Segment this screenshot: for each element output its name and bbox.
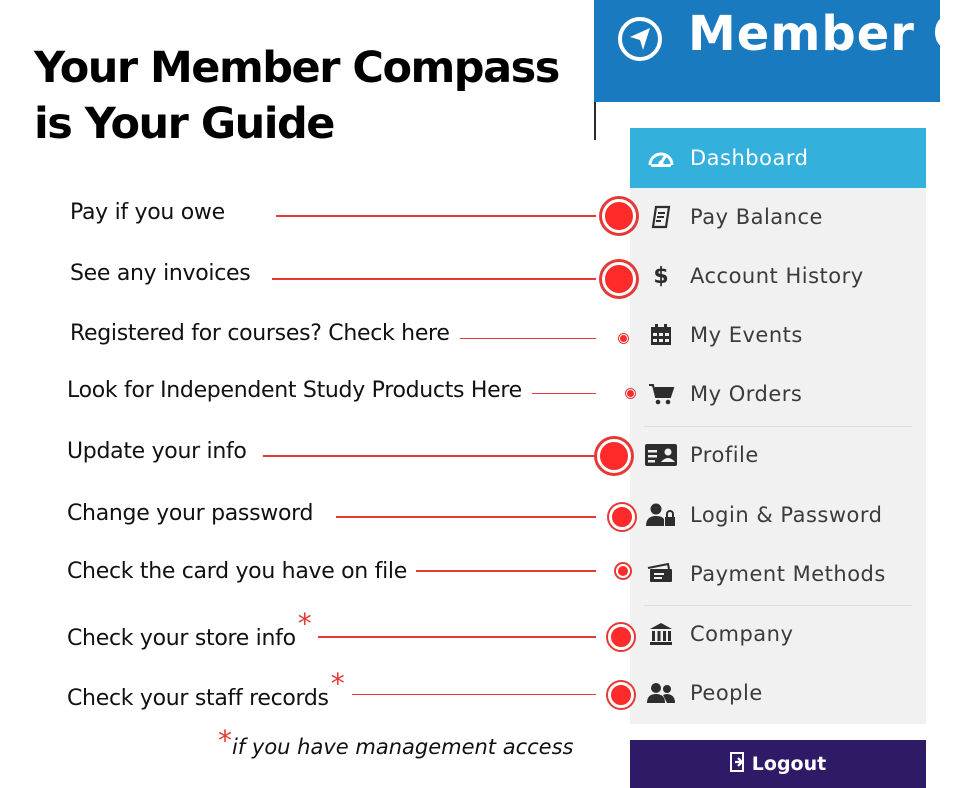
marker-dot <box>597 439 631 473</box>
nav-item-account-history[interactable]: $ Account History <box>630 247 926 305</box>
footnote: *if you have management access <box>218 724 574 759</box>
leader-line <box>263 455 603 457</box>
callout-invoices: See any invoices <box>70 261 251 286</box>
leader-line <box>276 215 606 217</box>
sign-out-icon <box>730 752 746 777</box>
marker-dot <box>608 624 634 650</box>
compass-icon <box>616 15 664 63</box>
nav-item-dashboard[interactable]: Dashboard <box>630 128 926 188</box>
logout-button[interactable]: Logout <box>630 740 926 788</box>
marker-dot <box>609 504 635 530</box>
leader-line <box>318 636 610 638</box>
nav-item-my-events[interactable]: My Events <box>630 306 926 364</box>
shopping-cart-icon <box>646 383 676 405</box>
bank-icon <box>646 622 676 646</box>
nav-item-pay-balance[interactable]: Pay Balance <box>630 188 926 246</box>
leader-line <box>272 278 606 280</box>
callout-update-info: Update your info <box>67 439 247 464</box>
marker-dot <box>616 564 630 578</box>
callout-password: Change your password <box>67 501 314 526</box>
leader-line <box>416 570 612 572</box>
user-lock-icon <box>646 503 676 527</box>
page-title <box>34 40 559 152</box>
sidebar-nav <box>630 128 926 724</box>
leader-line <box>352 694 610 695</box>
id-card-icon <box>646 444 676 466</box>
calendar-icon <box>646 324 676 346</box>
asterisk-mark: * <box>297 607 312 640</box>
nav-item-payment-methods[interactable]: Payment Methods <box>630 545 926 603</box>
nav-item-my-orders[interactable]: My Orders <box>630 365 926 423</box>
marker-dot <box>626 389 635 398</box>
money-check-icon <box>646 564 676 584</box>
callout-products: Look for Independent Study Products Here <box>67 378 522 403</box>
marker-dot <box>602 262 636 296</box>
title-line-2: is Your Guide <box>34 99 334 149</box>
callout-staff: Check your staff records* <box>67 667 345 711</box>
marker-dot <box>602 199 636 233</box>
nav-item-login-password[interactable]: Login & Password <box>630 486 926 544</box>
receipt-icon <box>646 205 676 229</box>
dollar-icon: $ <box>653 263 669 289</box>
nav-item-company[interactable]: Company <box>630 605 926 663</box>
users-icon <box>646 682 676 704</box>
marker-dot <box>619 334 628 343</box>
marker-dot <box>608 682 634 708</box>
brand-name: Member C <box>688 6 969 62</box>
callout-courses: Registered for courses? Check here <box>70 321 450 346</box>
asterisk-mark: * <box>330 667 345 700</box>
title-line-1: Your Member Compass <box>34 43 559 93</box>
nav-item-people[interactable]: People <box>630 664 926 722</box>
nav-item-profile[interactable]: Profile <box>630 426 926 484</box>
dashboard-gauge-icon <box>646 147 676 169</box>
leader-line <box>336 516 612 518</box>
callout-pay: Pay if you owe <box>70 200 225 225</box>
asterisk-mark: * <box>218 724 232 757</box>
callout-card: Check the card you have on file <box>67 559 407 584</box>
callout-store: Check your store info* <box>67 607 312 651</box>
header-banner <box>594 0 969 102</box>
